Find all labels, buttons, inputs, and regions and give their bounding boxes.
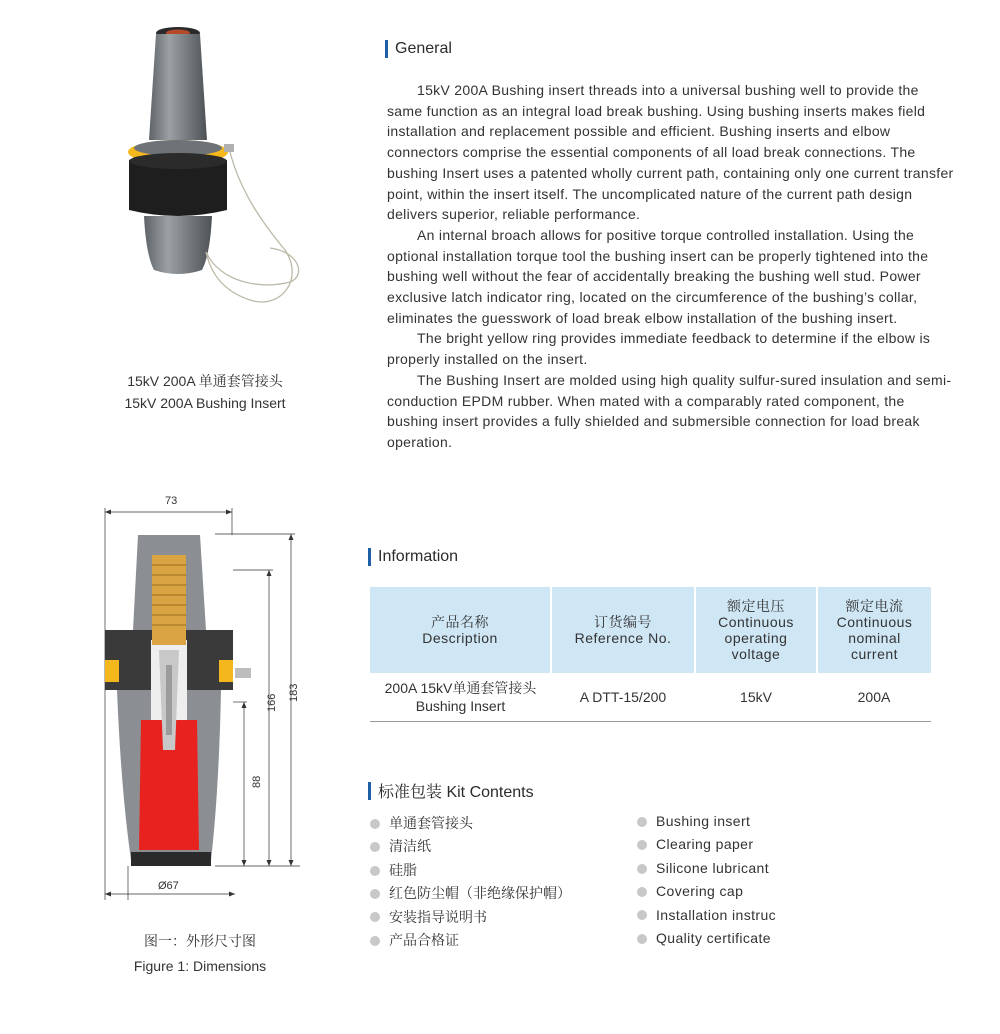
col-description-en: Description (422, 630, 498, 646)
bullet-icon (637, 887, 647, 897)
col-current-en-3: current (850, 646, 899, 662)
list-item (370, 929, 571, 952)
list-item (637, 857, 776, 880)
bullet-icon (370, 866, 380, 876)
col-voltage (695, 587, 817, 673)
cell-current: 200A (817, 673, 931, 722)
list-item (637, 833, 776, 856)
col-description-cn: 产品名称 (431, 614, 489, 630)
list-item (637, 880, 776, 903)
col-current-en-1: Continuous (836, 614, 913, 630)
col-current-cn: 额定电流 (845, 598, 904, 614)
col-voltage-en-2: operating (724, 630, 788, 646)
general-text (387, 80, 955, 453)
dim-166-label: 166 (266, 693, 278, 712)
kit-list-cn (370, 812, 571, 952)
bullet-icon (370, 889, 380, 899)
col-current (817, 587, 931, 673)
cell-voltage: 15kV (695, 673, 817, 722)
kit-list-en (637, 810, 776, 950)
product-caption (90, 370, 320, 414)
table-row (370, 673, 931, 722)
accent-bar (368, 782, 371, 800)
cell-description (370, 673, 551, 722)
kit-item-label: 安装指导说明书 (389, 908, 487, 925)
kit-item-label: 红色防尘帽（非绝缘保护帽） (389, 885, 571, 902)
col-voltage-en-1: Continuous (718, 614, 794, 630)
list-item (370, 835, 571, 858)
kit-heading-text: 标准包装 Kit Contents (378, 784, 534, 801)
list-item (637, 810, 776, 833)
kit-item-label: Covering cap (656, 883, 744, 900)
col-reference-cn: 订货编号 (594, 614, 652, 630)
dim-width-label: 73 (165, 495, 178, 507)
bullet-icon (370, 819, 380, 829)
col-reference (551, 587, 695, 673)
bullet-icon (370, 842, 380, 852)
dim-183-label: 183 (288, 683, 300, 702)
kit-item-label: Clearing paper (656, 836, 754, 853)
bullet-icon (637, 910, 647, 920)
dimension-caption (100, 930, 300, 977)
list-item (370, 859, 571, 882)
product-caption-en: 15kV 200A Bushing Insert (124, 395, 286, 411)
dimension-caption-en: Figure 1: Dimensions (133, 958, 267, 974)
kit-item-label: Silicone lubricant (656, 859, 770, 876)
list-item (637, 927, 776, 950)
product-photo (110, 20, 320, 320)
bullet-icon (370, 936, 380, 946)
dim-88-label: 88 (251, 775, 263, 788)
general-paragraph-2: An internal broach allows for positive torque controlled installation. Using the optional installation torque tool the bushing insert can be properly tightened into the bushing well without the fear of accidentally breaking the bushing well stud. Power exclusive latch indicator ring, located on the circumference of the bushing’s collar, eliminates the guesswork of load break elbow installation of the bushing insert. (387, 226, 929, 326)
cell-description-en: Bushing Insert (415, 698, 506, 714)
information-heading-text: Information (378, 548, 459, 565)
col-current-en-2: nominal (848, 630, 901, 646)
general-heading-text: General (395, 40, 452, 57)
list-item (370, 812, 571, 835)
bullet-icon (637, 864, 647, 874)
kit-item-label: 产品合格证 (389, 932, 459, 949)
dimension-caption-cn: 图一：外形尺寸图 (144, 933, 256, 949)
kit-item-label: Installation instruc (656, 906, 777, 923)
information-table (370, 587, 931, 722)
col-voltage-cn: 额定电压 (727, 598, 785, 614)
list-item (370, 906, 571, 929)
table-header-row (370, 587, 931, 673)
general-paragraph-3: The bright yellow ring provides immediate feedback to determine if the elbow is properly installed on the insert. (387, 330, 931, 368)
kit-item-label: 硅脂 (389, 861, 417, 878)
dim-diameter-label: Ø67 (158, 880, 179, 892)
col-description (370, 587, 551, 673)
accent-bar (385, 40, 388, 58)
bullet-icon (637, 934, 647, 944)
kit-item-label: Bushing insert (656, 813, 751, 829)
bullet-icon (637, 817, 647, 827)
col-voltage-en-3: voltage (731, 646, 781, 662)
product-caption-cn: 15kV 200A 单通套管接头 (127, 373, 283, 389)
general-heading (385, 40, 452, 58)
col-reference-en: Reference No. (574, 630, 672, 646)
cell-description-cn: 200A 15kV单通套管接头 (384, 680, 537, 696)
accent-bar (368, 548, 371, 566)
kit-item-label: 清洁纸 (389, 838, 431, 855)
bullet-icon (637, 840, 647, 850)
kit-item-label: Quality certificate (656, 930, 771, 947)
kit-heading (368, 779, 534, 802)
bullet-icon (370, 912, 380, 922)
list-item (370, 882, 571, 905)
general-paragraph-4: The Bushing Insert are molded using high quality sulfur-sured insulation and semi-conduction EPDM rubber. When mated with a comparably rated component, the bushing insert provides a fully shielded and submersible connection for load break operation. (387, 371, 952, 450)
list-item (637, 904, 776, 927)
cell-reference: A DTT-15/200 (551, 673, 695, 722)
dimension-drawing (95, 490, 310, 910)
kit-item-label: 单通套管接头 (389, 815, 473, 831)
general-paragraph-1: 15kV 200A Bushing insert threads into a universal bushing well to provide the same function as an integral load break bushing. Using bushing inserts makes field installation and replacement possible and efficient. Bushing inserts and elbow connectors comprise the essential components of all load break connections. The bushing Insert uses a patented wholly current path, containing only one current transfer point, within the insert itself. The uncomplicated nature of the current path design delivers superior, reliable performance. (387, 82, 954, 223)
information-heading (368, 548, 458, 566)
